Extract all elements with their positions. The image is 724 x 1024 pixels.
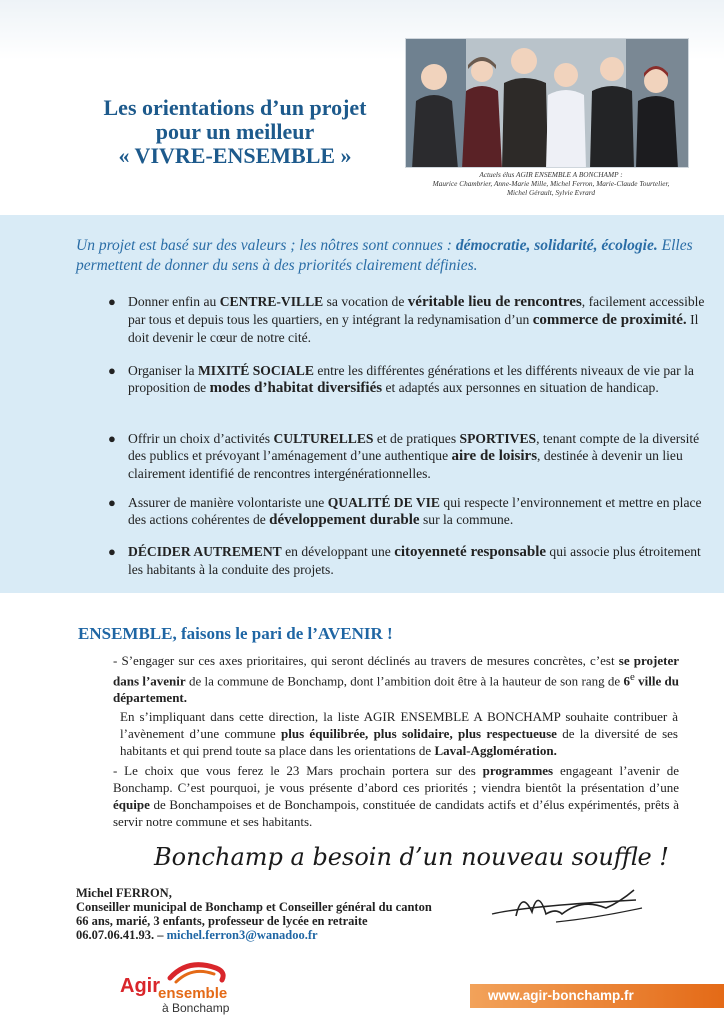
bullet-dot-icon: ● bbox=[108, 495, 116, 510]
intro-text-1: Un projet est basé sur des valeurs ; les nôtres sont connues : bbox=[76, 237, 456, 254]
signer-email-link[interactable]: michel.ferron3@wanadoo.fr bbox=[166, 928, 318, 942]
intro-values: démocratie, solidarité, écologie. bbox=[455, 237, 658, 254]
group-photo bbox=[405, 38, 689, 168]
bullet-emphasis: QUALITÉ DE VIE bbox=[327, 495, 440, 510]
paragraph-election bbox=[113, 762, 679, 830]
signer-phone: 06.07.06.41.93. – bbox=[76, 928, 167, 942]
bullet-text: sur la commune. bbox=[419, 512, 514, 527]
agir-ensemble-logo bbox=[118, 960, 258, 1018]
paragraph-emphasis: programmes bbox=[482, 763, 554, 778]
intro-text-2: Elles permettent de donner du sens à des priorités clairement définies. bbox=[76, 237, 693, 274]
bullet-emphasis: véritable lieu de rencontres bbox=[407, 294, 582, 310]
photo-caption bbox=[392, 170, 710, 197]
signature-block bbox=[76, 886, 432, 942]
logo-word-bonchamp: à Bonchamp bbox=[162, 1001, 230, 1015]
bullet-text: Organiser la bbox=[128, 363, 198, 378]
paragraph-text: - S’engager sur ces axes prioritaires, qui seront déclinés au travers de mesures concrètes, c’est bbox=[113, 653, 619, 668]
bullet-text: et de pratiques bbox=[373, 431, 460, 446]
bullet-dot-icon: ● bbox=[108, 431, 116, 446]
logo-word-ensemble: ensemble bbox=[158, 985, 228, 1002]
signer-role: Conseiller municipal de Bonchamp et Conseiller général du canton bbox=[76, 900, 432, 914]
bullet-text: Donner enfin au bbox=[128, 294, 220, 309]
bullet-text: , tenant compte de la diversité des publics et prévoyant l’aménagement d’une authentique bbox=[128, 431, 700, 463]
list-item bbox=[108, 362, 708, 397]
bullet-text: Il doit devenir le cœur de notre cité. bbox=[128, 312, 699, 345]
bullet-emphasis: CENTRE-VILLE bbox=[219, 294, 324, 309]
signer-name: Michel FERRON, bbox=[76, 886, 172, 900]
paragraph-text: engageant l’avenir de Bonchamp. C’est pourquoi, je vous présente d’abord ces priorités ; viendra bientôt la présentation d’une bbox=[113, 763, 679, 795]
website-link[interactable]: www.agir-bonchamp.fr bbox=[488, 988, 634, 1003]
paragraph-text: En s’impliquant dans cette direction, la liste AGIR ENSEMBLE A BONCHAMP souhaite contribuer à l’avènement d’une commune bbox=[120, 709, 678, 741]
handwritten-signature bbox=[486, 878, 646, 928]
bullet-emphasis: DÉCIDER AUTREMENT bbox=[128, 544, 282, 559]
list-item bbox=[108, 543, 708, 578]
bullet-emphasis: commerce de proximité. bbox=[532, 312, 687, 328]
group-photo-illustration bbox=[406, 39, 689, 168]
paragraph-text: de la diversité de ses habitants et qui prend toute sa place dans les orientations de bbox=[120, 726, 678, 758]
bullet-text: et adaptés aux personnes en situation de handicap. bbox=[382, 380, 659, 395]
bullet-text: en développant une bbox=[281, 544, 395, 559]
paragraph-text: de Bonchampoises et de Bonchampois, constituée de candidats actifs et d’élus expérimentés, prêts à servir notre commune et ses habitants. bbox=[113, 797, 679, 829]
paragraph-emphasis: Laval-Agglomération. bbox=[434, 743, 557, 758]
list-item bbox=[108, 430, 708, 482]
bullet-emphasis: MIXITÉ SOCIALE bbox=[197, 363, 314, 378]
bullet-text: , destinée à devenir un lieu clairement identifié de rencontres intergénérationnelles. bbox=[128, 448, 683, 481]
paragraph-emphasis: ville du département. bbox=[113, 673, 679, 706]
title-line-2: pour un meilleur bbox=[155, 119, 315, 144]
caption-line-1: Actuels élus AGIR ENSEMBLE A BONCHAMP : bbox=[479, 170, 623, 179]
bullet-dot-icon: ● bbox=[108, 363, 116, 378]
signer-contact bbox=[76, 928, 432, 942]
bullet-dot-icon: ● bbox=[108, 544, 116, 559]
paragraph-emphasis: 6 bbox=[623, 673, 630, 689]
bullet-emphasis: CULTURELLES bbox=[273, 431, 374, 446]
bullet-emphasis: développement durable bbox=[269, 512, 420, 528]
bullet-text: , facilement accessible par tous et depuis tous les quartiers, en y intégrant la redynamisation d’un bbox=[128, 294, 705, 327]
ordinal-suffix: e bbox=[629, 671, 635, 683]
caption-line-2: Maurice Chambrier, Anne-Marie Mille, Michel Ferron, Marie-Claude Tourtelier, bbox=[432, 179, 670, 188]
bullet-text: qui associe plus étroitement les habitants à la conduite des projets. bbox=[128, 544, 701, 577]
paragraph-emphasis: plus équilibrée, plus solidaire, plus respectueuse bbox=[281, 726, 557, 741]
bullet-text: sa vocation de bbox=[323, 294, 408, 309]
bullet-text: entre les différentes générations et les différents niveaux de vie par la proposition de bbox=[128, 363, 694, 395]
caption-line-3: Michel Gérault, Sylvie Evrard bbox=[506, 188, 596, 197]
paragraph-projection bbox=[113, 652, 679, 706]
paragraph-text: de la commune de Bonchamp, dont l’ambition doit être à la hauteur de son rang de bbox=[185, 673, 624, 689]
title-line-3: « VIVRE-ENSEMBLE » bbox=[118, 143, 352, 168]
handwritten-text: Bonchamp a besoin d’un nouveau souffle ! bbox=[154, 843, 669, 871]
title-line-1: Les orientations d’un projet bbox=[103, 95, 367, 120]
paragraph-text: - Le choix que vous ferez le 23 Mars prochain portera sur des bbox=[113, 763, 483, 778]
bullet-dot-icon: ● bbox=[108, 294, 116, 309]
paragraph-commitment bbox=[120, 708, 678, 759]
bullet-emphasis: citoyenneté responsable bbox=[394, 544, 547, 560]
signer-details: 66 ans, marié, 3 enfants, professeur de lycée en retraite bbox=[76, 914, 368, 928]
list-item bbox=[108, 293, 708, 346]
intro-paragraph bbox=[76, 236, 706, 276]
bullet-emphasis: aire de loisirs bbox=[451, 448, 538, 464]
handwritten-slogan bbox=[150, 838, 670, 874]
bullet-text: Assurer de manière volontariste une bbox=[128, 495, 328, 510]
paragraph-emphasis: se projeter dans l’avenir bbox=[113, 653, 679, 689]
logo-word-agir: Agir bbox=[120, 975, 160, 997]
bullet-emphasis: modes d’habitat diversifiés bbox=[209, 380, 383, 396]
paragraph-emphasis: équipe bbox=[113, 797, 150, 812]
page-title bbox=[90, 96, 380, 168]
bullet-emphasis: SPORTIVES bbox=[459, 431, 537, 446]
bullet-text: qui respecte l’environnement et mettre en place des actions cohérentes de bbox=[128, 495, 702, 527]
list-item bbox=[108, 494, 708, 529]
bullet-text: Offrir un choix d’activités bbox=[128, 431, 274, 446]
section-heading: ENSEMBLE, faisons le pari de l’AVENIR ! bbox=[78, 624, 393, 643]
